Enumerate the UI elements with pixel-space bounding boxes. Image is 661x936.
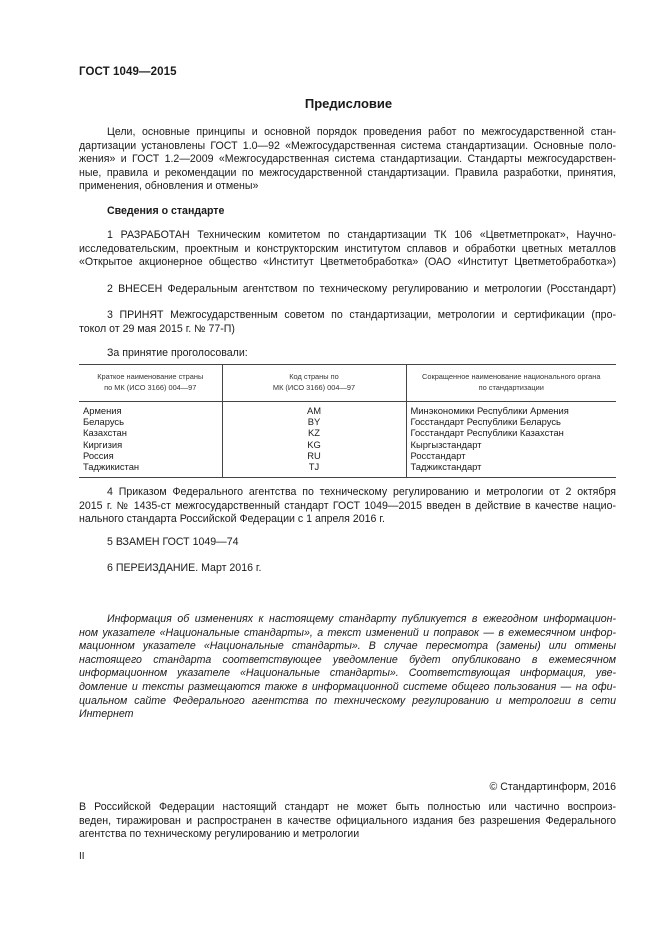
table-row	[79, 461, 616, 478]
info-line: настоящего стандарта соответствующее уведомление будет опубликовано в ежемесячном	[79, 653, 616, 666]
info-line: циальном сайте Федерального агентства по техническому регулированию и метрологии в сети	[79, 694, 616, 707]
cell-organ: Минэкономики Республики Армения	[406, 402, 616, 417]
cell-organ: Росстандарт	[406, 450, 616, 461]
rf-line: веден, тиражирован и распространен в качестве официального издания без разрешения Федерального	[79, 814, 616, 827]
item-line: исследовательским, проектным и конструкторским институтом сплавов и обработки цветных металлов	[79, 242, 616, 255]
info-line: Информация об изменениях к настоящему стандарту публикуется в ежегодном информацион-	[107, 613, 616, 625]
table-row	[79, 402, 616, 417]
header-country: Краткое наименование страны по МК (ИСО 3166) 004—97	[79, 365, 222, 402]
item-line: 3 ПРИНЯТ Межгосударственным советом по стандартизации, метрологии и сертификации (про-	[107, 309, 616, 321]
item-line: токол от 29 мая 2015 г. № 77-П)	[79, 322, 235, 335]
item-line: 1 РАЗРАБОТАН Техническим комитетом по стандартизации ТК 106 «Цветметпрокат», Научно-	[107, 229, 616, 241]
item-line: 2 ВНЕСЕН Федеральным агентством по техническому регулированию и метрологии (Росстандарт)	[107, 283, 616, 295]
section-heading: Сведения о стандарте	[107, 205, 225, 217]
cell-code: AM	[222, 402, 406, 417]
item-line: 4 Приказом Федерального агентства по техническому регулированию и метрологии от 2 октября	[107, 486, 616, 498]
item-5	[79, 536, 616, 550]
rf-line: агентства по техническому регулированию и метрологии	[79, 828, 360, 841]
item-line: 6 ПЕРЕИЗДАНИЕ. Март 2016 г.	[107, 562, 262, 574]
info-line: информационном указателе «Национальные стандарты». Соответствующая информация, уве-	[79, 667, 616, 680]
info-line: домление и тексты размещаются также в информационной системе общего пользования — на офи-	[79, 680, 616, 693]
copyright: © Стандартинформ, 2016	[489, 781, 616, 793]
cell-country: Россия	[83, 449, 114, 461]
header-organ: Сокращенное наименование национального органа по стандартизации	[406, 365, 616, 402]
cell-country: Киргизия	[83, 438, 123, 450]
item-line: нального стандарта Российской Федерации с 1 апреля 2016 г.	[79, 513, 385, 526]
item-2	[79, 283, 616, 297]
intro-line: ные, правила и рекомендации по межгосударственной стандартизации. Правила разработки, принятия,	[79, 166, 616, 179]
cell-organ: Госстандарт Республики Беларусь	[406, 416, 616, 427]
intro-line: дартизации установлены ГОСТ 1.0—92 «Межгосударственная система стандартизации. Основные поло-	[79, 139, 616, 152]
cell-code: TJ	[222, 461, 406, 478]
intro-line: Цели, основные принципы и основной порядок проведения работ по межгосударственной стан-	[107, 126, 616, 138]
item-line: «Открытое акционерное общество «Институт Цветметобработка» (ОАО «Институт Цветметобработка»)	[79, 256, 616, 269]
item-4	[79, 486, 616, 527]
cell-country: Беларусь	[83, 416, 125, 428]
cell-code: KG	[222, 439, 406, 450]
cell-code: RU	[222, 450, 406, 461]
table-row	[79, 450, 616, 461]
intro-line: применения, обновления и отмены»	[79, 180, 259, 193]
voted-label: За принятие проголосовали:	[107, 347, 248, 359]
page-title: Предисловие	[304, 96, 393, 111]
table-header-row	[79, 365, 616, 402]
cell-organ: Таджикстандарт	[406, 461, 616, 478]
cell-code: KZ	[222, 427, 406, 438]
header-code: Код страны по МК (ИСО 3166) 004—97	[222, 365, 406, 402]
page-number: II	[79, 851, 85, 862]
intro-paragraph	[79, 126, 616, 194]
cell-country: Армения	[83, 405, 122, 416]
info-line: ном указателе «Национальные стандарты», а текст изменений и поправок — в ежемесячном инфор-	[79, 626, 616, 639]
rf-line: В Российской Федерации настоящий стандарт не может быть полностью или частично воспроиз-	[79, 801, 616, 813]
rf-notice	[79, 801, 616, 842]
item-line: 5 ВЗАМЕН ГОСТ 1049—74	[107, 536, 239, 548]
cell-organ: Госстандарт Республики Казахстан	[406, 427, 616, 438]
cell-country: Казахстан	[83, 427, 127, 439]
table-row	[79, 439, 616, 450]
cell-code: BY	[222, 416, 406, 427]
document-header: ГОСТ 1049—2015	[79, 66, 177, 78]
cell-organ: Кыргызстандарт	[406, 439, 616, 450]
item-6	[79, 562, 616, 576]
info-line: Интернет	[79, 708, 134, 721]
change-info-block	[79, 613, 616, 722]
intro-line: жения» и ГОСТ 1.2—2009 «Межгосударственная система стандартизации. Стандарты межгосударствен-	[79, 153, 616, 166]
table-row	[79, 427, 616, 438]
info-line: мационном указателе «Национальные стандарты». В случае пересмотра (замены) или отмены	[79, 640, 616, 653]
item-line: 2015 г. № 1435-ст межгосударственный стандарт ГОСТ 1049—2015 введен в действие в качестве нацио-	[79, 499, 616, 512]
item-3	[79, 309, 616, 336]
table-row	[79, 416, 616, 427]
cell-country: Таджикистан	[79, 461, 222, 478]
countries-table	[79, 364, 616, 478]
item-1	[79, 229, 616, 270]
